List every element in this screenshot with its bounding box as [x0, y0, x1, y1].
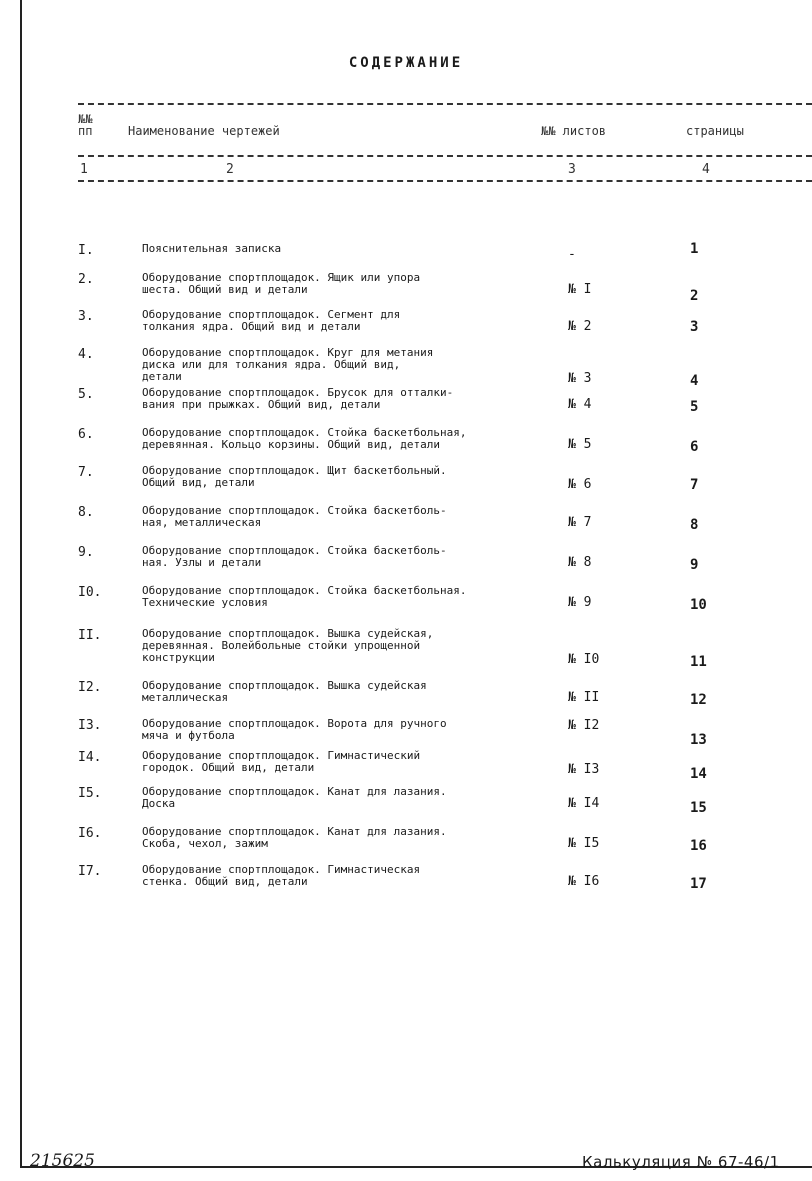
header-no-column: №№ пп	[78, 112, 93, 138]
row-number: I.	[78, 243, 94, 258]
row-page-number: 3	[690, 319, 699, 335]
row-sheet-number: № I3	[568, 762, 600, 777]
row-number: 3.	[78, 309, 94, 324]
archive-number: 215625	[30, 1151, 95, 1171]
row-drawing-name: Оборудование спортплощадок. Гимнастическая стенка. Общий вид, детали	[142, 863, 421, 888]
row-drawing-name: Оборудование спортплощадок. Канат для лазания. Доска	[142, 785, 447, 810]
row-drawing-name: Оборудование спортплощадок. Стойка баскетболь- ная. Узлы и детали	[142, 544, 447, 569]
header-name-column: Наименование чертежей	[128, 124, 280, 138]
header-sheets-column: №№ листов	[541, 124, 607, 138]
frame-left-line	[20, 0, 22, 1168]
row-drawing-name: Оборудование спортплощадок. Стойка баскетбольная, деревянная. Кольцо корзины. Общий вид, детали	[142, 426, 467, 451]
row-drawing-name: Оборудование спортплощадок. Ворота для ручного мяча и футбола	[142, 717, 447, 742]
header-pages-column: страницы	[686, 124, 744, 138]
row-sheet-number: № I4	[568, 796, 600, 811]
row-sheet-number: № I5	[568, 836, 600, 851]
column-number-4: 4	[702, 162, 710, 177]
row-sheet-number: № 2	[568, 319, 592, 334]
header-divider-middle	[78, 155, 812, 157]
row-page-number: 1	[690, 241, 699, 257]
row-page-number: 13	[690, 732, 707, 748]
row-drawing-name: Оборудование спортплощадок. Стойка баскетболь- ная, металлическая	[142, 504, 447, 529]
row-page-number: 12	[690, 692, 707, 708]
header-divider-bottom	[78, 180, 812, 182]
row-number: I5.	[78, 786, 102, 801]
row-number: II.	[78, 628, 102, 643]
row-page-number: 14	[690, 766, 707, 782]
row-sheet-number: № II	[568, 690, 600, 705]
header-divider-top	[78, 103, 812, 105]
row-drawing-name: Оборудование спортплощадок. Щит баскетбольный. Общий вид, детали	[142, 464, 447, 489]
row-drawing-name: Оборудование спортплощадок. Канат для лазания. Скоба, чехол, зажим	[142, 825, 447, 850]
row-number: 6.	[78, 427, 94, 442]
row-drawing-name: Оборудование спортплощадок. Вышка судейская металлическая	[142, 679, 427, 704]
row-page-number: 8	[690, 517, 699, 533]
row-sheet-number: № 6	[568, 477, 592, 492]
row-drawing-name: Оборудование спортплощадок. Гимнастический городок. Общий вид, детали	[142, 749, 421, 774]
row-number: I4.	[78, 750, 102, 765]
row-number: I7.	[78, 864, 102, 879]
row-drawing-name: Оборудование спортплощадок. Вышка судейская, деревянная. Волейбольные стойки упрощенной конструкции	[142, 627, 434, 664]
calculation-label: Калькуляция № 67-46/1	[582, 1153, 780, 1171]
row-number: I2.	[78, 680, 102, 695]
row-page-number: 16	[690, 838, 707, 854]
row-drawing-name: Оборудование спортплощадок. Стойка баскетбольная. Технические условия	[142, 584, 467, 609]
row-number: 2.	[78, 272, 94, 287]
row-sheet-number: № I2	[568, 718, 600, 733]
row-page-number: 5	[690, 399, 699, 415]
row-number: 8.	[78, 505, 94, 520]
row-number: I6.	[78, 826, 102, 841]
row-sheet-number: № 4	[568, 397, 592, 412]
row-page-number: 11	[690, 654, 707, 670]
row-page-number: 17	[690, 876, 707, 892]
row-sheet-number: № I0	[568, 652, 600, 667]
row-page-number: 7	[690, 477, 699, 493]
row-sheet-number: -	[568, 247, 576, 262]
row-page-number: 4	[690, 373, 699, 389]
row-sheet-number: № 5	[568, 437, 592, 452]
row-drawing-name: Оборудование спортплощадок. Ящик или упора шеста. Общий вид и детали	[142, 271, 421, 296]
row-page-number: 15	[690, 800, 707, 816]
row-number: 9.	[78, 545, 94, 560]
row-drawing-name: Оборудование спортплощадок. Сегмент для толкания ядра. Общий вид и детали	[142, 308, 401, 333]
row-number: 5.	[78, 387, 94, 402]
column-number-1: 1	[80, 162, 88, 177]
row-sheet-number: № I	[568, 282, 592, 297]
row-sheet-number: № 3	[568, 371, 592, 386]
row-sheet-number: № 8	[568, 555, 592, 570]
row-page-number: 10	[690, 597, 707, 613]
row-drawing-name: Оборудование спортплощадок. Брусок для отталки- вания при прыжках. Общий вид, детали	[142, 386, 454, 411]
row-number: I0.	[78, 585, 102, 600]
row-drawing-name: Оборудование спортплощадок. Круг для метания диска или для толкания ядра. Общий вид, детали	[142, 346, 434, 383]
page-title: СОДЕРЖАНИЕ	[348, 55, 464, 71]
column-number-3: 3	[568, 162, 576, 177]
row-number: 4.	[78, 347, 94, 362]
row-drawing-name: Пояснительная записка	[142, 242, 282, 255]
row-page-number: 9	[690, 557, 699, 573]
row-sheet-number: № 9	[568, 595, 592, 610]
row-page-number: 6	[690, 439, 699, 455]
column-number-2: 2	[226, 162, 234, 177]
row-page-number: 2	[690, 288, 699, 304]
row-number: 7.	[78, 465, 94, 480]
row-number: I3.	[78, 718, 102, 733]
row-sheet-number: № 7	[568, 515, 592, 530]
row-sheet-number: № I6	[568, 874, 600, 889]
